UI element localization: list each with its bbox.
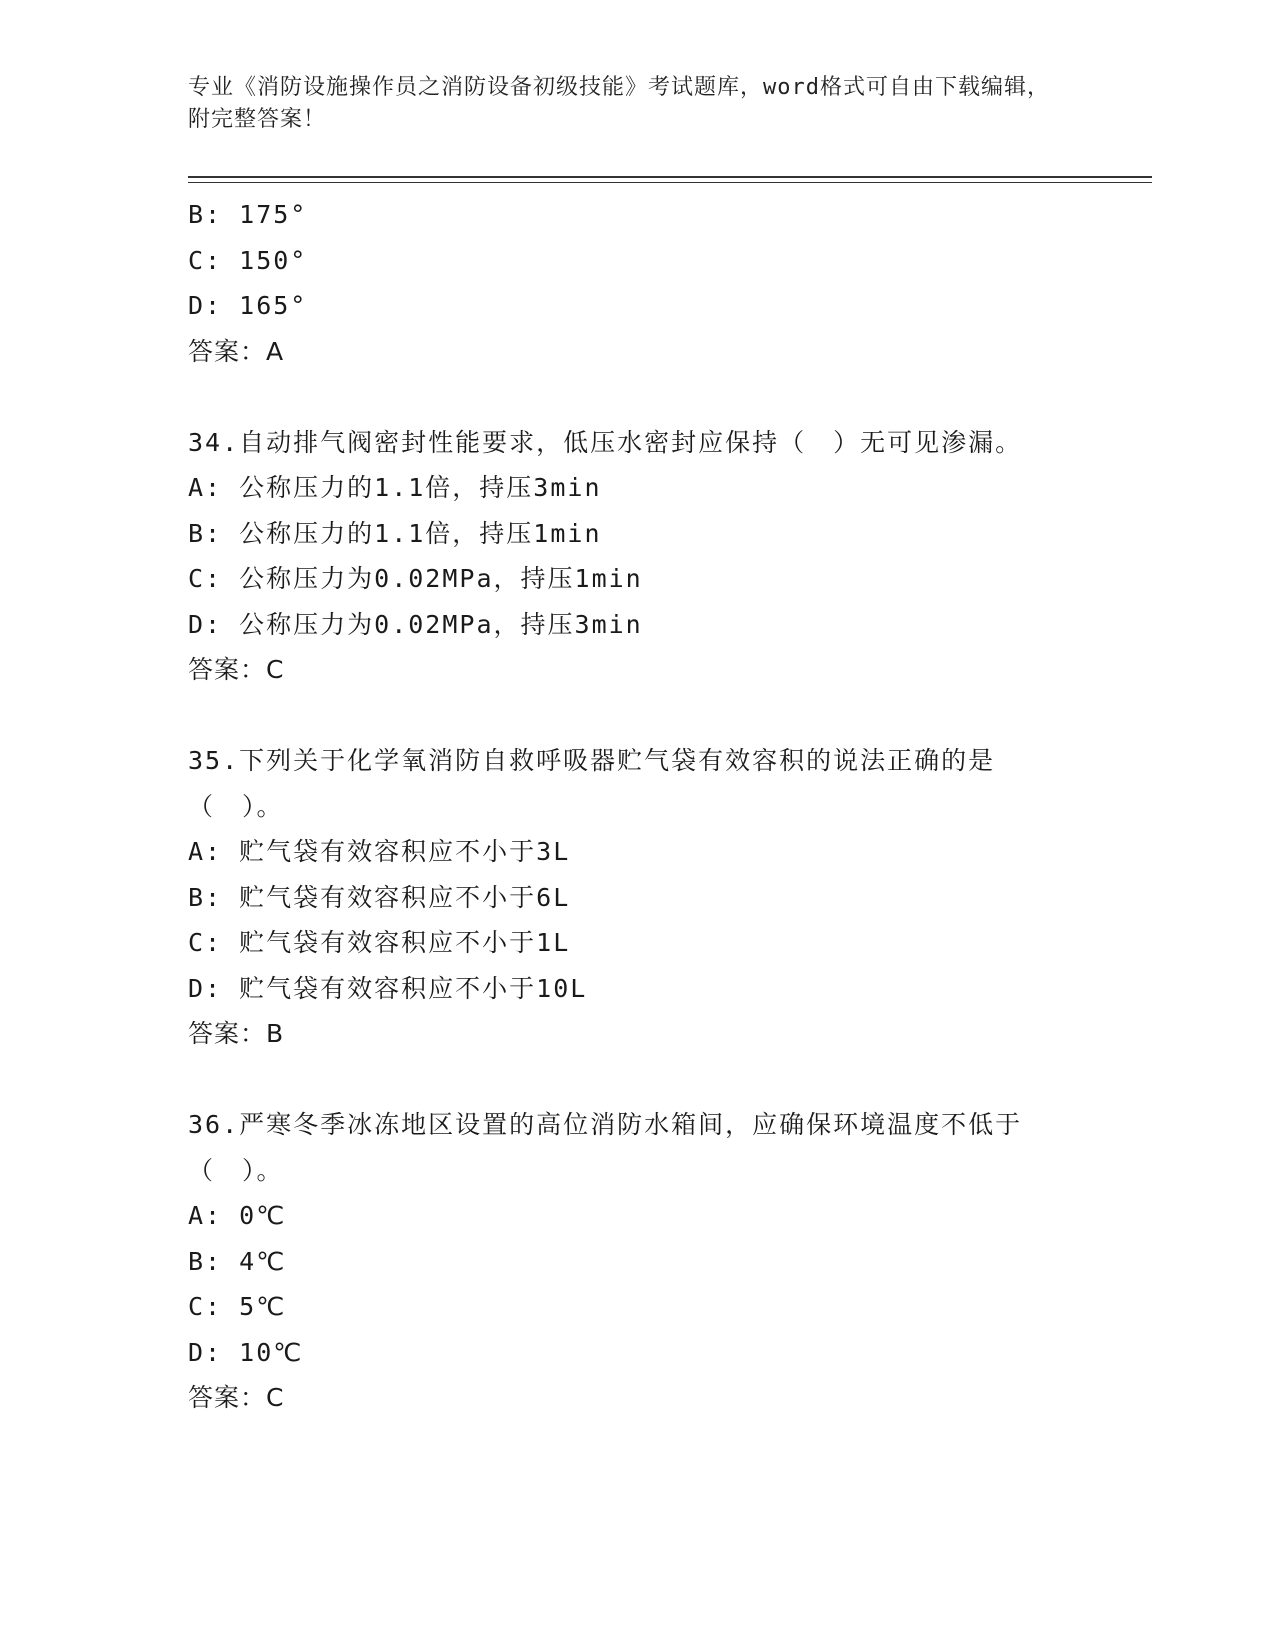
question-stem: 35.下列关于化学氧消防自救呼吸器贮气袋有效容积的说法正确的是（ ）。 (188, 746, 996, 821)
document-header: 专业《消防设施操作员之消防设备初级技能》考试题库，word格式可自由下载编辑，附完整答案！ (188, 75, 1050, 132)
question-36 (188, 1102, 1088, 1421)
question-list (188, 192, 1088, 1421)
option-d: D: 10℃ (188, 1337, 304, 1367)
question-stem: 34.自动排气阀密封性能要求，低压水密封应保持（ ）无可见渗漏。 (188, 427, 1023, 457)
question-stem: 36.严寒冬季冰冻地区设置的高位消防水箱间，应确保环境温度不低于（ ）。 (188, 1110, 1023, 1185)
option-b: B: 175° (188, 200, 308, 229)
option-a: A: 公称压力的1.1倍，持压3min (188, 473, 602, 502)
answer: 答案：B (188, 1019, 285, 1048)
option-b: B: 4℃ (188, 1246, 287, 1276)
option-b: B: 贮气袋有效容积应不小于6L (188, 882, 571, 912)
question-34 (188, 420, 1088, 693)
option-d: D: 公称压力为0.02MPa，持压3min (188, 609, 643, 639)
option-c: C: 公称压力为0.02MPa，持压1min (188, 564, 643, 593)
option-c: C: 贮气袋有效容积应不小于1L (188, 928, 571, 957)
option-a: A: 0℃ (188, 1201, 287, 1230)
option-d: D: 165° (188, 291, 308, 320)
header-rule-thin (188, 182, 1152, 183)
option-a: A: 贮气袋有效容积应不小于3L (188, 837, 571, 866)
option-c: C: 5℃ (188, 1292, 287, 1321)
option-c: C: 150° (188, 245, 308, 275)
option-b: B: 公称压力的1.1倍，持压1min (188, 518, 602, 548)
question-35 (188, 738, 1088, 1057)
answer: 答案：A (188, 336, 285, 366)
header-rule-thick (188, 176, 1152, 178)
answer: 答案：C (188, 1383, 285, 1412)
answer: 答案：C (188, 655, 285, 684)
option-d: D: 贮气袋有效容积应不小于10L (188, 973, 588, 1003)
